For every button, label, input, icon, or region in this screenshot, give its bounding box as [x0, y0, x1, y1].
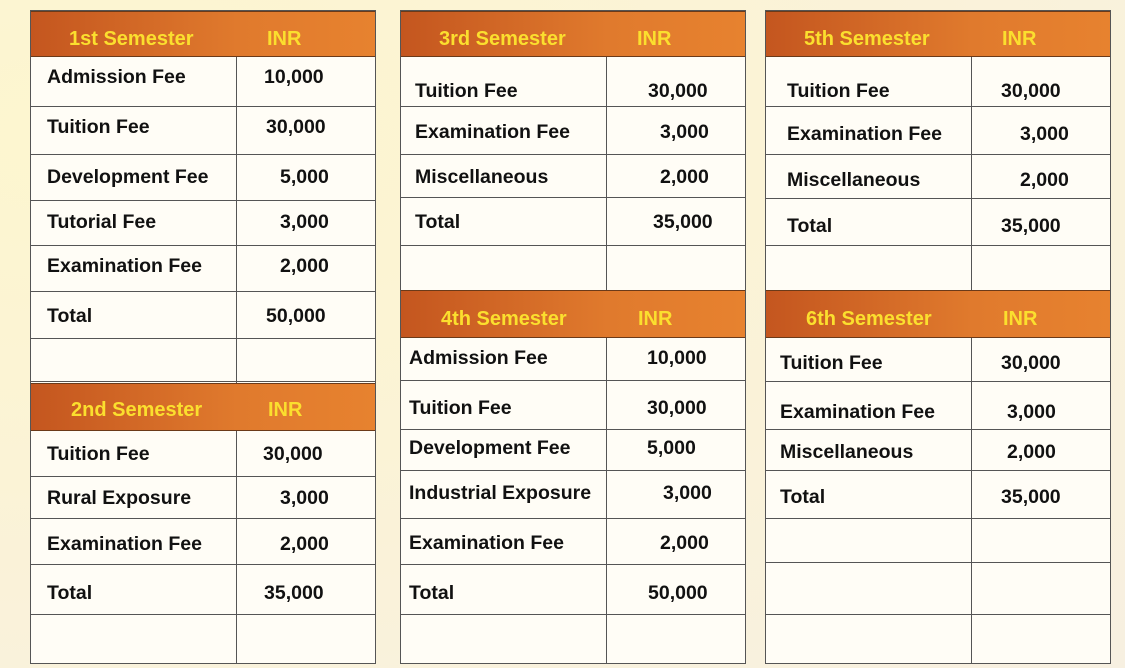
semester-1-total-label: Total	[47, 305, 93, 327]
semester-2-row-label: Rural Exposure	[47, 487, 192, 509]
semester-3-header	[401, 11, 745, 57]
semester-2-header	[31, 383, 375, 431]
semester-5-header	[766, 11, 1110, 57]
semester-4-row-label: Tuition Fee	[409, 397, 512, 419]
semester-3-row-value: 2,000	[660, 166, 709, 188]
semester-6-row-label: Examination Fee	[780, 401, 935, 423]
semester-2-total-value: 35,000	[264, 582, 324, 604]
semester-4-total-label: Total	[409, 582, 455, 604]
semester-6-row-value: 3,000	[1007, 401, 1056, 423]
semester-6-total-label: Total	[780, 486, 826, 508]
semester-1-row-label: Examination Fee	[47, 255, 202, 277]
semester-4-row-label: Industrial Exposure	[409, 482, 592, 504]
semester-6-currency: INR	[1003, 308, 1038, 330]
semester-2-total-label: Total	[47, 582, 93, 604]
semester-4-row-value: 30,000	[647, 397, 707, 419]
semester-6-title: 6th Semester	[806, 308, 932, 330]
semester-4-title: 4th Semester	[441, 308, 567, 330]
semester-4-row-value: 10,000	[647, 347, 707, 369]
semester-4-row-value: 3,000	[663, 482, 712, 504]
semester-1-row-label: Development Fee	[47, 166, 209, 188]
semester-5-title: 5th Semester	[804, 28, 930, 50]
semester-2-row-value: 2,000	[280, 533, 329, 555]
semester-1-row-label: Admission Fee	[47, 66, 186, 88]
semester-6-row-label: Miscellaneous	[780, 441, 914, 463]
semester-3-row-label: Tuition Fee	[415, 80, 518, 102]
semester-2-title: 2nd Semester	[71, 399, 203, 421]
semester-2-row-label: Tuition Fee	[47, 443, 150, 465]
semester-4-total-value: 50,000	[648, 582, 708, 604]
semester-3-currency: INR	[637, 28, 672, 50]
semester-6-row-value: 30,000	[1001, 352, 1061, 374]
semester-1-row-value: 2,000	[280, 255, 329, 277]
semester-5-currency: INR	[1002, 28, 1037, 50]
semester-6-header	[766, 290, 1110, 338]
semester-3-title: 3rd Semester	[439, 28, 566, 50]
semester-4-currency: INR	[638, 308, 673, 330]
semester-1-row-value: 5,000	[280, 166, 329, 188]
semester-3-total-value: 35,000	[653, 211, 713, 233]
semester-1-title: 1st Semester	[69, 28, 194, 50]
semester-4-row-label: Admission Fee	[409, 347, 548, 369]
semester-5-row-value: 3,000	[1020, 123, 1069, 145]
semester-6-row-value: 2,000	[1007, 441, 1056, 463]
semester-1-row-label: Tuition Fee	[47, 116, 150, 138]
semester-1-row-value: 10,000	[264, 66, 324, 88]
semester-3-row-label: Examination Fee	[415, 121, 570, 143]
semester-1-row-value: 30,000	[266, 116, 326, 138]
semester-4-row-label: Development Fee	[409, 437, 571, 459]
semester-3-total-label: Total	[415, 211, 461, 233]
semester-5-row-label: Tuition Fee	[787, 80, 890, 102]
fee-table-column-1	[30, 10, 376, 664]
semester-1-row-value: 3,000	[280, 211, 329, 233]
fee-table-column-2	[400, 10, 746, 664]
semester-2-row-value: 3,000	[280, 487, 329, 509]
semester-4-row-label: Examination Fee	[409, 532, 564, 554]
semester-1-row-label: Tutorial Fee	[47, 211, 157, 233]
semester-5-row-label: Miscellaneous	[787, 169, 921, 191]
fee-table-column-3	[765, 10, 1111, 664]
semester-4-row-value: 2,000	[660, 532, 709, 554]
semester-1-total-value: 50,000	[266, 305, 326, 327]
semester-5-row-value: 30,000	[1001, 80, 1061, 102]
semester-2-row-value: 30,000	[263, 443, 323, 465]
semester-5-total-label: Total	[787, 215, 833, 237]
semester-6-total-value: 35,000	[1001, 486, 1061, 508]
semester-1-currency: INR	[267, 28, 302, 50]
semester-3-row-label: Miscellaneous	[415, 166, 549, 188]
semester-5-total-value: 35,000	[1001, 215, 1061, 237]
semester-5-row-value: 2,000	[1020, 169, 1069, 191]
semester-3-row-value: 3,000	[660, 121, 709, 143]
semester-1-header	[31, 11, 375, 57]
semester-3-row-value: 30,000	[648, 80, 708, 102]
semester-2-row-label: Examination Fee	[47, 533, 202, 555]
semester-5-row-label: Examination Fee	[787, 123, 942, 145]
semester-2-currency: INR	[268, 399, 303, 421]
semester-4-header	[401, 290, 745, 338]
semester-6-row-label: Tuition Fee	[780, 352, 883, 374]
semester-4-row-value: 5,000	[647, 437, 696, 459]
